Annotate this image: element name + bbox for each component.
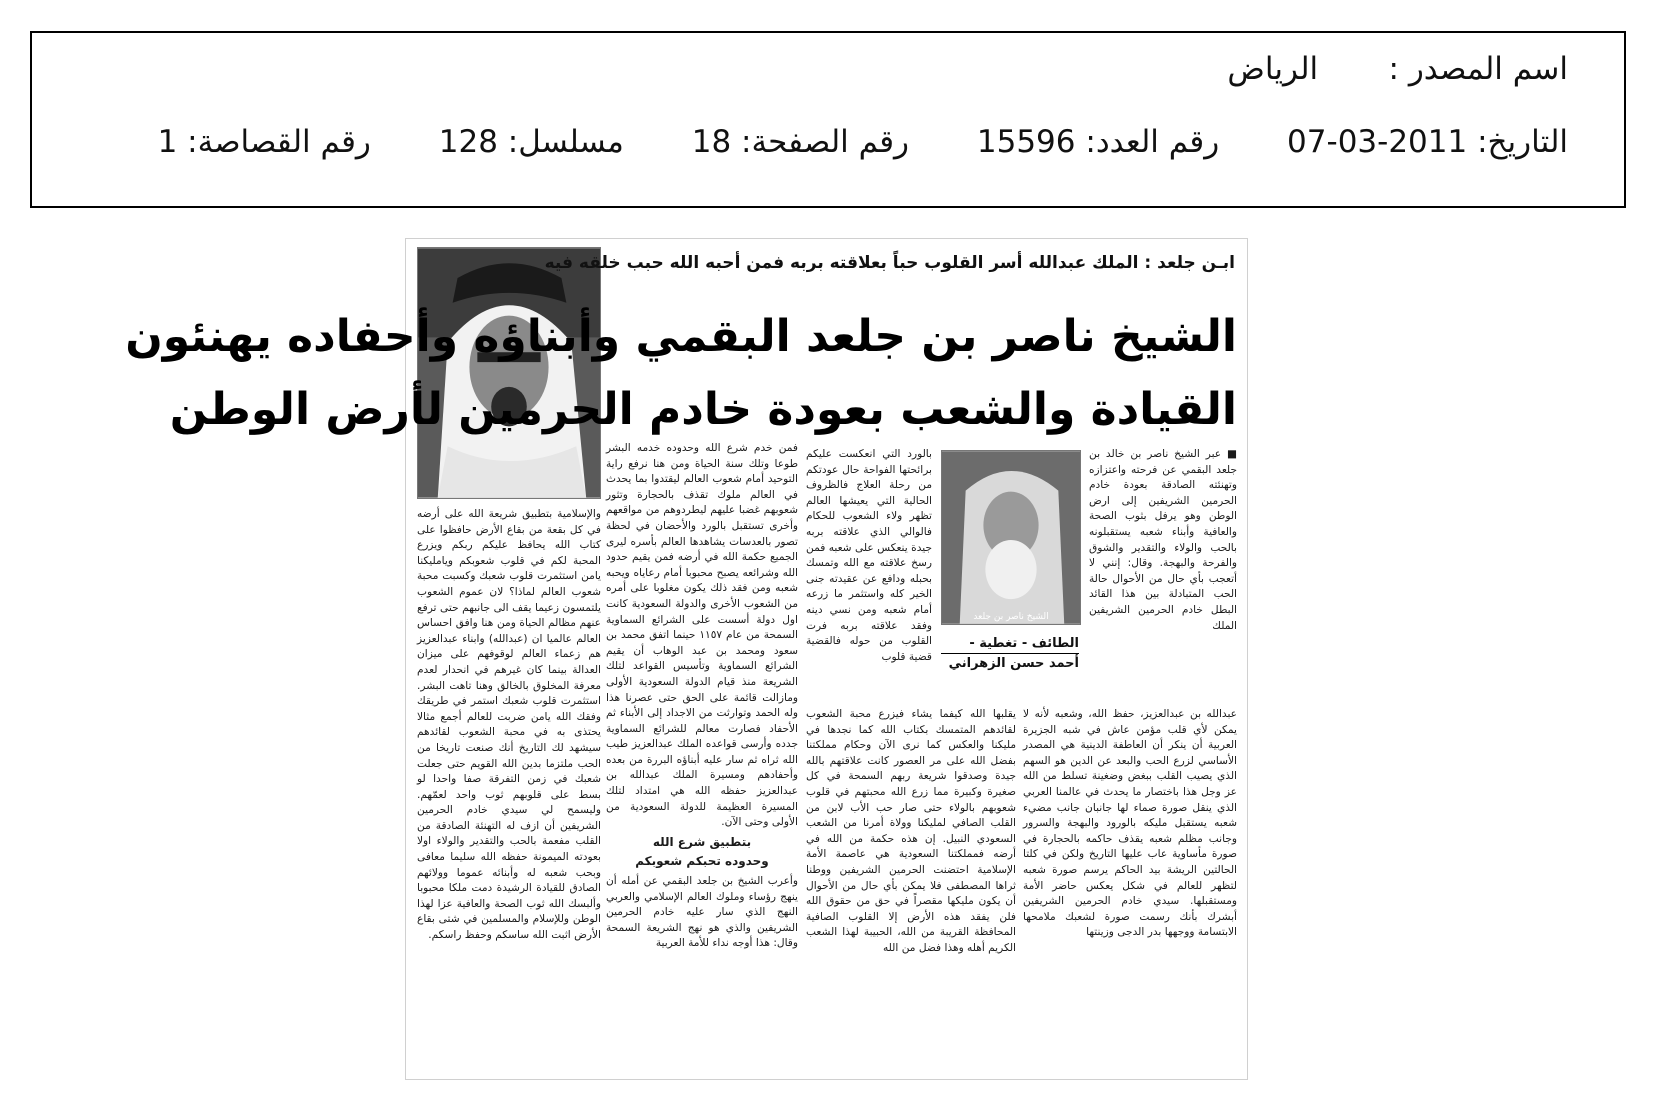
column-1-top: ■ عبر الشيخ ناصر بن خالد بن جلعد البقمي عن فرحته واعتزازه وتهنئته الصادقة بعودة خادم الحرمين الشريفين إلى ارض الوطن وهو يرفل بثوب الصحة والعافية وأبناء شعبه يستقبلونه بالحب والولاء والتقدير والشوق والفرحة والبهجة. وقال: إنني لا أتعجب بأي حال من الأحوال حالة الحب المتبادلة بين هذا القائد البطل خادم الحرمين الشريفين الملك [1089, 448, 1237, 632]
page-field: رقم الصفحة: 18 [691, 124, 910, 160]
column-2-bottom: يقلبها الله كيفما يشاء فيزرع محبة الشعوب لقائدهم المتمسك بكتاب الله كما نجدها في مليكنا والعكس كما نرى الآن وحكام مملكتنا بفضل الله على مر العصور كانت علاقتهم بالله جيدة وصدقوا شريعة ربهم السمحة في كل صغيرة وكبيرة مما زرع الله محبتهم في قلوب شعوبهم بالولاء حتى صار حب الأب لابن من القلب الصافي لمليكنا وولاة أمرنا من الشعب السعودي النبيل. إن هذه حكمة من الله في أرضه فمملكتنا السعودية هي عاصمة الأمة الإسلامية احتضنت الحرمين الشريفين ووطنا ثراها المصطفى فلا يمكن بأي حال من الأحوال أن يكون مليكها مقصراً في حق من حقوق الله فلن يفقد هذه الأرض إلا القلوب الصافية المحافظة القريبة من الله، الحبيبة لهذا الشعب الكريم أهله وهذا فضل من الله [806, 708, 1016, 954]
portrait-image [418, 248, 600, 498]
subhead-2: وحدوده تحبكم شعوبكم [635, 854, 769, 869]
details-line [100, 124, 1568, 160]
column-3: فمن خدم شرع الله وحدوده خدمه البشر طوعا وتلك سنة الحياة ومن هنا نرفع راية التوحيد أمام شعوب العالم ليقتدوا بما يحدث في العالم ملوك تقذف بالحجارة وتثور شعوبهم غضبا عليهم ليطردوهم من مواقعهم وأخرى تستقبل بالورد والأحضان في لحظة تصور بالعدسات يشاهدها العالم بأسره ليرى الجميع حكمة الله في أرضه فمن يقيم حدود الله وشرائعه يصبح محبوبا أمام رعاياه ويحبه شعبه ومن فقد ذلك يكون مغلوبا على أمره من الشعوب الأخرى والدولة السعودية كانت اول دولة أسست على الشرائع السماوية السمحة من عام ١١٥٧ حينما اتفق محمد بن سعود ومحمد بن عبد الوهاب أن يقيم الشرائع السماوية وتأسيس القواعد لتلك الشريعة منذ قيام الدولة السعودية الأولى ومازالت قائمة على الحق حتى عصرنا هذا وله الحمد وتوارثت من الاجداد إلى الأبناء ثم الأحفاد فصارت معالم للشرائع السماوية جدده وأرسى قواعده الملك عبدالعزيز طيب الله ثراه ثم سار عليه أبناؤه البررة من بعده وأحفادهم ومسيرة الملك عبدالله بن عبدالعزيز حفظه الله هي امتداد لتلك المسيرة العظيمة للدولة السعودية من الأولى وحتى الآن. بتطبيق شرع الله وحدوده تحبكم شعوبكم وأعرب الشيخ بن جلعد البقمي عن أمله أن ينهج رؤساء وملوك العالم الإسلامي والعربي النهج الذي سار عليه خادم الحرمين الشريفين والذي هو نهج الشريعة السمحة وقال: هذا أوجه نداء للأمة العربية [606, 442, 799, 950]
headline-line-1: الشيخ ناصر بن جلعد البقمي وأبناؤه وأحفاده يهنئون [125, 311, 1237, 362]
article-kicker: ابـن جلعد : الملك عبدالله أسر القلوب حباً بعلاقته بربه فمن أحبه الله حبب خلقه فيه [544, 253, 1235, 273]
sheikh-image [942, 451, 1080, 624]
source-label: اسم المصدر : [1388, 51, 1568, 87]
byline-place: الطائف - تغطية - [969, 636, 1079, 651]
sheikh-portrait-photo [941, 450, 1081, 625]
headline-line-2: القيادة والشعب بعودة خادم الحرمين لأرض الوطن [169, 384, 1237, 435]
clip-field: رقم القصاصة: 1 [157, 124, 371, 160]
subhead-1: بتطبيق شرع الله [652, 834, 752, 849]
source-value: الرياض [1227, 51, 1319, 87]
metadata-box [30, 31, 1626, 208]
date-field: التاريخ: 2011-03-07 [1287, 124, 1568, 160]
serial-field: مسلسل: 128 [438, 124, 624, 160]
issue-field: رقم العدد: 15596 [976, 124, 1220, 160]
king-portrait-photo [417, 247, 601, 499]
byline-name: أحمد حسن الزهراني [941, 653, 1079, 673]
newspaper-clipping [125, 238, 1248, 1080]
column-4: والإسلامية بتطبيق شريعة الله على أرضه في كل بقعة من بقاع الأرض حافظوا على كتاب الله يحافظ عليكم ربكم ويزرع المحبة لكم في قلوب شعوبكم ويامليكنا يامن استثمرت قلوب شعبك وكسبت محبة شعوب العالم لماذا؟ لان عموم الشعوب يلتمسون زعيما يقف الى جانبهم حتى ترفع عنهم مظالم الحياة ومن هنا وافق احساس العالم عالميا ان (عبدالله) وابناء عبدالعزيز هم زعماء العالم لوقوفهم على ميزان العدالة بينما كان غيرهم في انحدار لعدم معرفة المخلوق بالخالق وهنا تاهت البشر. استثمرت قلوب شعبك استمر في طريقك وفقك الله يامن ضربت للعالم أجمع مثالا يحتذى به في محبة الشعوب لقائدهم سيشهد لك التاريخ أنك صنعت تاريخا من الحب ملتزما بدين الله القويم حتى جعلت شعبك في زمن التفرقة صفا واحدا لو بسط على قلوبهم ثوب واحد لعمّهم. وليسمح لي سيدي خادم الحرمين الشريفين أن ازف له التهنئة الصادقة من القلب مفعمة بالحب والتقدير والولاء اولا بعودته الميمونة حفظه الله سليما معافى وبحب شعبه له وأبنائه عموما وولائهم الصادق للقيادة الرشيدة دمت ملكا محبوبا وألبسك الله ثوب الصحة والعافية عزا لهذا الوطن وللإسلام والمسلمين في شتى بقاع الأرض اثبت الله ساسكم وحفظ راسكم. [417, 508, 601, 942]
photo-caption: الشيخ ناصر بن جلعد [973, 612, 1049, 622]
column-2-top: بالورد التي انعكست عليكم برائحتها الفواحة حال عودتكم من رحلة العلاج فالظروف الحالية التي يعيشها العالم تظهر ولاء الشعوب للحكام فالوالي الذي علاقته بربه جيدة ينعكس على شعبه فمن رسخ علاقته مع الله وتمسك بحبله ودافع عن عقيدته جنى الخير كله واستثمر ما زرعه أمام شعبه ومن نسي دينه وفقد علاقته بربه فرت القلوب من حوله فالقضية قضية قلوب [806, 448, 932, 663]
source-line [1227, 51, 1568, 87]
column-1-bottom: عبدالله بن عبدالعزيز، حفظ الله، وشعبه لأنه لا يمكن لأي قلب مؤمن عاش في شبه الجزيرة العربية أن ينكر أن العاطفة الدينية هي المصدر الأساسي لزرع الحب والبعد عن الدين هو السهم الذي يصيب القلب ببغض وضغينة تسلط من الله عز وجل هذا باختصار ما يحدث في عالمنا العربي الذي ينقل صورة صماء لها جانبان جانب مضيء شعبه يستقبل مليكه بالورود والبهجة والسرور وجانب مظلم شعبه يقذف حاكمه بالحجارة في صورة مأساوية عاب عليها التاريخ ولكن في كلتا الحالتين الريشة بيد الحاكم يرسم صورة شعبه لتظهر للعالم في شكل يعكس حاضر الأمة ومستقبلها. سيدي خادم الحرمين الشريفين أبشرك بأنك رسمت صورة لشعبك ملامحها الابتسامة ووجهها بدر الدجى وزينتها [1023, 708, 1237, 939]
byline [941, 634, 1079, 673]
